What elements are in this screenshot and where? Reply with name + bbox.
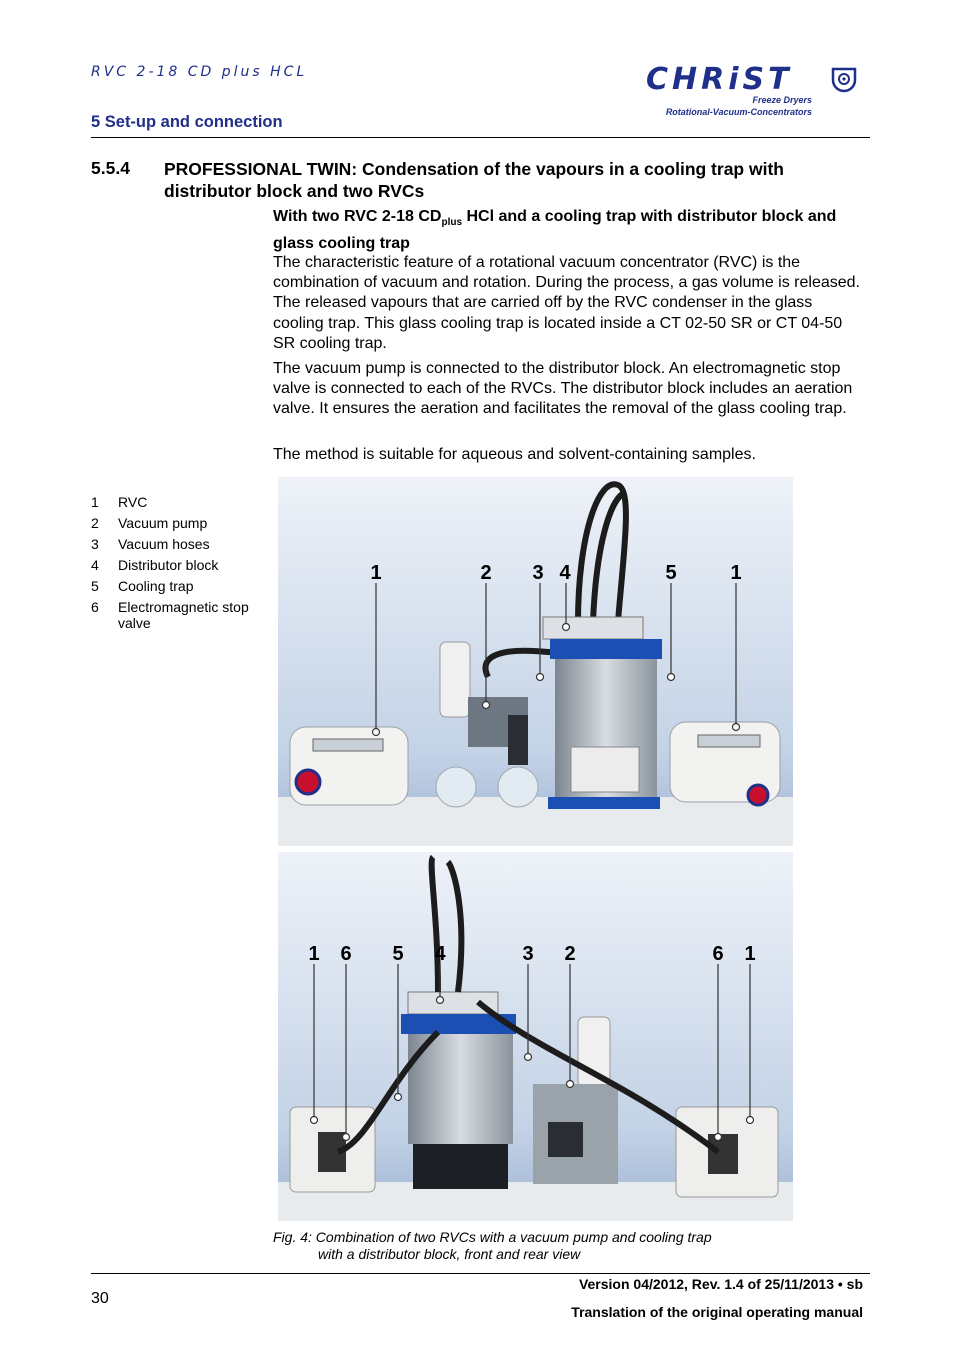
legend-text: Vacuum pump: [118, 515, 208, 531]
legend-item: [91, 536, 266, 552]
christ-logo: [640, 62, 870, 122]
model-name: RVC 2-18 CD plus HCL: [91, 64, 308, 80]
legend-text: RVC: [118, 494, 148, 510]
logo-subtitle-freeze-dryers: Freeze Dryers: [752, 95, 812, 105]
legend-num: 4: [91, 557, 99, 573]
figure-legend: [91, 494, 266, 636]
callout-label: 2: [480, 562, 492, 584]
legend-item: [91, 515, 266, 531]
callout-label: 5: [665, 562, 677, 584]
logo-subtitle-rvc: Rotational-Vacuum-Concentrators: [665, 107, 812, 117]
callout-label: 1: [308, 943, 320, 965]
logo-text: CHRiST: [646, 62, 793, 97]
cooling-trap: [543, 617, 662, 809]
logo-swirl-icon: [830, 66, 858, 94]
legend-num: 2: [91, 515, 99, 531]
subheading-post: HCl and a cooling trap with distributor block and glass cooling trap: [273, 208, 837, 253]
page-number: 30: [91, 1290, 109, 1307]
callout-label: 4: [434, 943, 446, 965]
caption-line-2: with a distributor block, front and rear view: [318, 1246, 581, 1262]
callout-label: 6: [340, 943, 352, 965]
heading-title: PROFESSIONAL TWIN: Condensation of the vapours in a cooling trap with distributor block and two RVCs: [164, 159, 784, 201]
legend-item: [91, 578, 266, 594]
footer-rule: [91, 1273, 870, 1274]
callout-label: 4: [559, 562, 571, 584]
front-view-photo: [278, 477, 793, 846]
legend-num: 6: [91, 599, 99, 615]
subheading-sub: plus: [441, 217, 463, 229]
subheading-pre: With two RVC 2-18 CD: [273, 208, 442, 225]
callout-label: 1: [730, 562, 742, 584]
callout-label: 6: [712, 943, 724, 965]
rvc-right: [670, 722, 780, 805]
legend-text: Electromagnetic stop valve: [118, 599, 249, 631]
heading-number: 5.5.4: [91, 158, 130, 178]
callout-label: 1: [370, 562, 382, 584]
legend-item: [91, 599, 266, 631]
paragraph-1: The characteristic feature of a rotational vacuum concentrator (RVC) is the combination of vacuum and rotation. During the process, a gas volume is released. The released vapours that are carried off by the RVC condenser in the glass cooling trap. This glass cooling trap is located inside a CT 02-50 SR or CT 04-50 SR cooling trap.: [273, 254, 860, 352]
rvc-rear-right: [676, 1107, 778, 1197]
legend-num: 3: [91, 536, 99, 552]
callout-label: 5: [392, 943, 404, 965]
figure-caption: [273, 1229, 873, 1263]
translation-note: Translation of the original operating manual: [571, 1304, 863, 1320]
callout-label: 1: [744, 943, 756, 965]
legend-text: Vacuum hoses: [118, 536, 210, 552]
paragraph-3: The method is suitable for aqueous and solvent-containing samples.: [273, 446, 756, 463]
cooling-trap-rear: [401, 992, 516, 1189]
subheading: [273, 206, 873, 254]
legend-num: 5: [91, 578, 99, 594]
legend-text: Cooling trap: [118, 578, 194, 594]
caption-line-1: Fig. 4: Combination of two RVCs with a vacuum pump and cooling trap: [273, 1229, 712, 1245]
paragraph-2: The vacuum pump is connected to the distributor block. An electromagnetic stop valve is connected to each of the RVCs. The distributor block includes an aeration valve. It ensures the aeration and facilitates the removal of the glass cooling trap.: [273, 360, 853, 418]
section-title: 5 Set-up and connection: [91, 113, 283, 131]
callout-label: 3: [532, 562, 544, 584]
version-info: Version 04/2012, Rev. 1.4 of 25/11/2013 • sb: [578, 1276, 863, 1292]
rvc-rear-left: [290, 1107, 375, 1192]
header-rule: [91, 137, 870, 138]
rvc-left: [290, 727, 408, 805]
legend-num: 1: [91, 494, 99, 510]
rear-view-photo: [278, 852, 793, 1221]
callout-label: 2: [564, 943, 576, 965]
callout-label: 3: [522, 943, 534, 965]
legend-item: [91, 494, 266, 510]
legend-text: Distributor block: [118, 557, 219, 573]
legend-item: [91, 557, 266, 573]
